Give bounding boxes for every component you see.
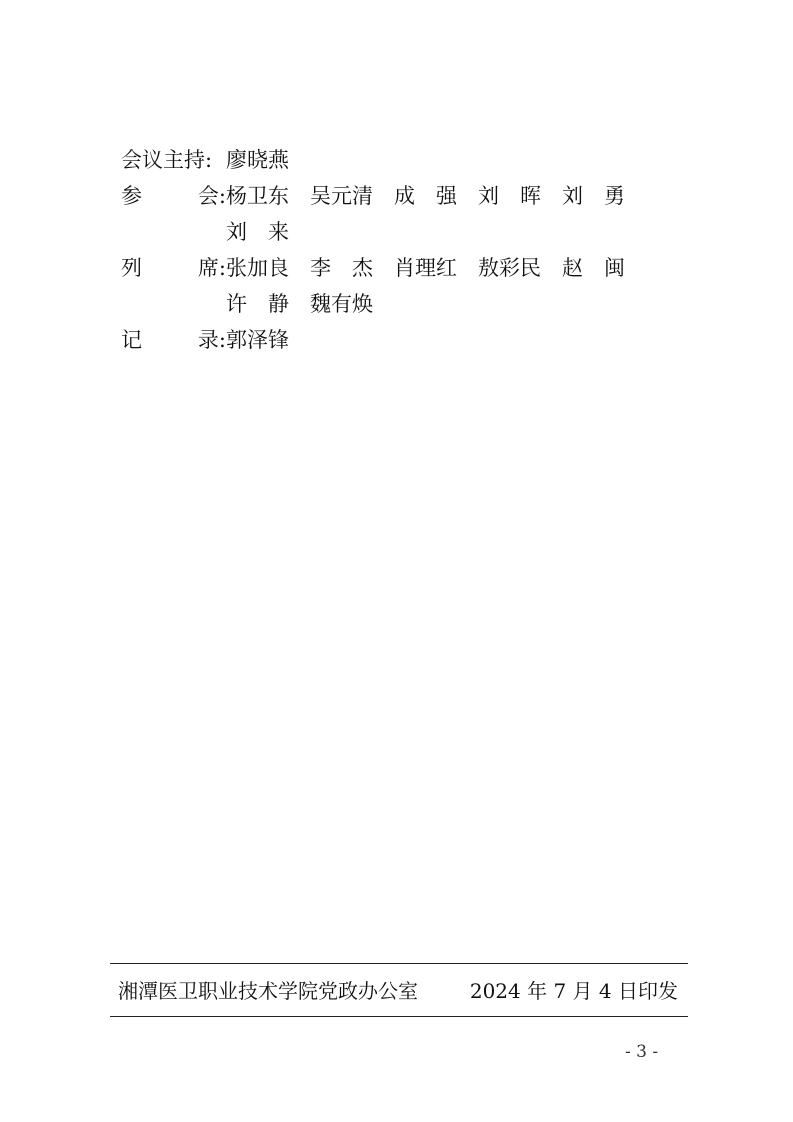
attendees-label — [121, 178, 226, 214]
attendee-name: 刘 勇 — [562, 184, 625, 208]
observers-names — [226, 250, 636, 322]
observers-label-end: 席: — [197, 256, 226, 280]
observers-label-start: 列 — [121, 256, 142, 280]
attendees-label-end: 会: — [197, 184, 226, 208]
attendees-label-start: 参 — [121, 184, 142, 208]
attendee-name: 刘 来 — [226, 220, 289, 244]
observer-name: 赵 闽 — [562, 256, 625, 280]
observer-name: 李 杰 — [310, 256, 373, 280]
observers-names-line-1 — [226, 250, 636, 286]
host-names-line — [226, 142, 636, 178]
attendee-name: 吴元清 — [310, 184, 373, 208]
issue-date: 2024 年 7 月 4 日印发 — [469, 979, 678, 1003]
observer-name: 许 静 — [226, 292, 289, 316]
attendees-names-line-1 — [226, 178, 636, 214]
attendee-name: 成 强 — [394, 184, 457, 208]
observer-name: 魏有焕 — [310, 292, 373, 316]
observer-name: 张加良 — [226, 256, 289, 280]
observer-name: 敖彩民 — [478, 256, 541, 280]
attendee-name: 刘 晖 — [478, 184, 541, 208]
host-label — [121, 142, 226, 178]
host-row — [121, 142, 681, 178]
recorder-label-end: 录: — [197, 328, 226, 352]
attendees-names — [226, 178, 636, 250]
host-names — [226, 142, 636, 178]
host-name: 廖晓燕 — [226, 148, 289, 172]
attendees-names-line-2 — [226, 214, 636, 250]
observers-label — [121, 250, 226, 286]
observers-row — [121, 250, 681, 322]
host-label-text: 会议主持: — [121, 148, 213, 172]
recorder-label — [121, 322, 226, 358]
recorder-names-line — [226, 322, 636, 358]
observer-name: 肖理红 — [394, 256, 457, 280]
recorder-names — [226, 322, 636, 358]
document-footer — [118, 976, 678, 1006]
footer-top-rule — [110, 963, 688, 964]
footer-bottom-rule — [110, 1016, 688, 1017]
issuer-name: 湘潭医卫职业技术学院党政办公室 — [118, 979, 418, 1003]
meeting-attendance-block — [121, 142, 681, 358]
attendees-row — [121, 178, 681, 250]
recorder-name: 郭泽锋 — [226, 328, 289, 352]
recorder-row — [121, 322, 681, 358]
page-number: - 3 - — [625, 1042, 659, 1062]
observers-names-line-2 — [226, 286, 636, 322]
attendee-name: 杨卫东 — [226, 184, 289, 208]
recorder-label-start: 记 — [121, 328, 142, 352]
